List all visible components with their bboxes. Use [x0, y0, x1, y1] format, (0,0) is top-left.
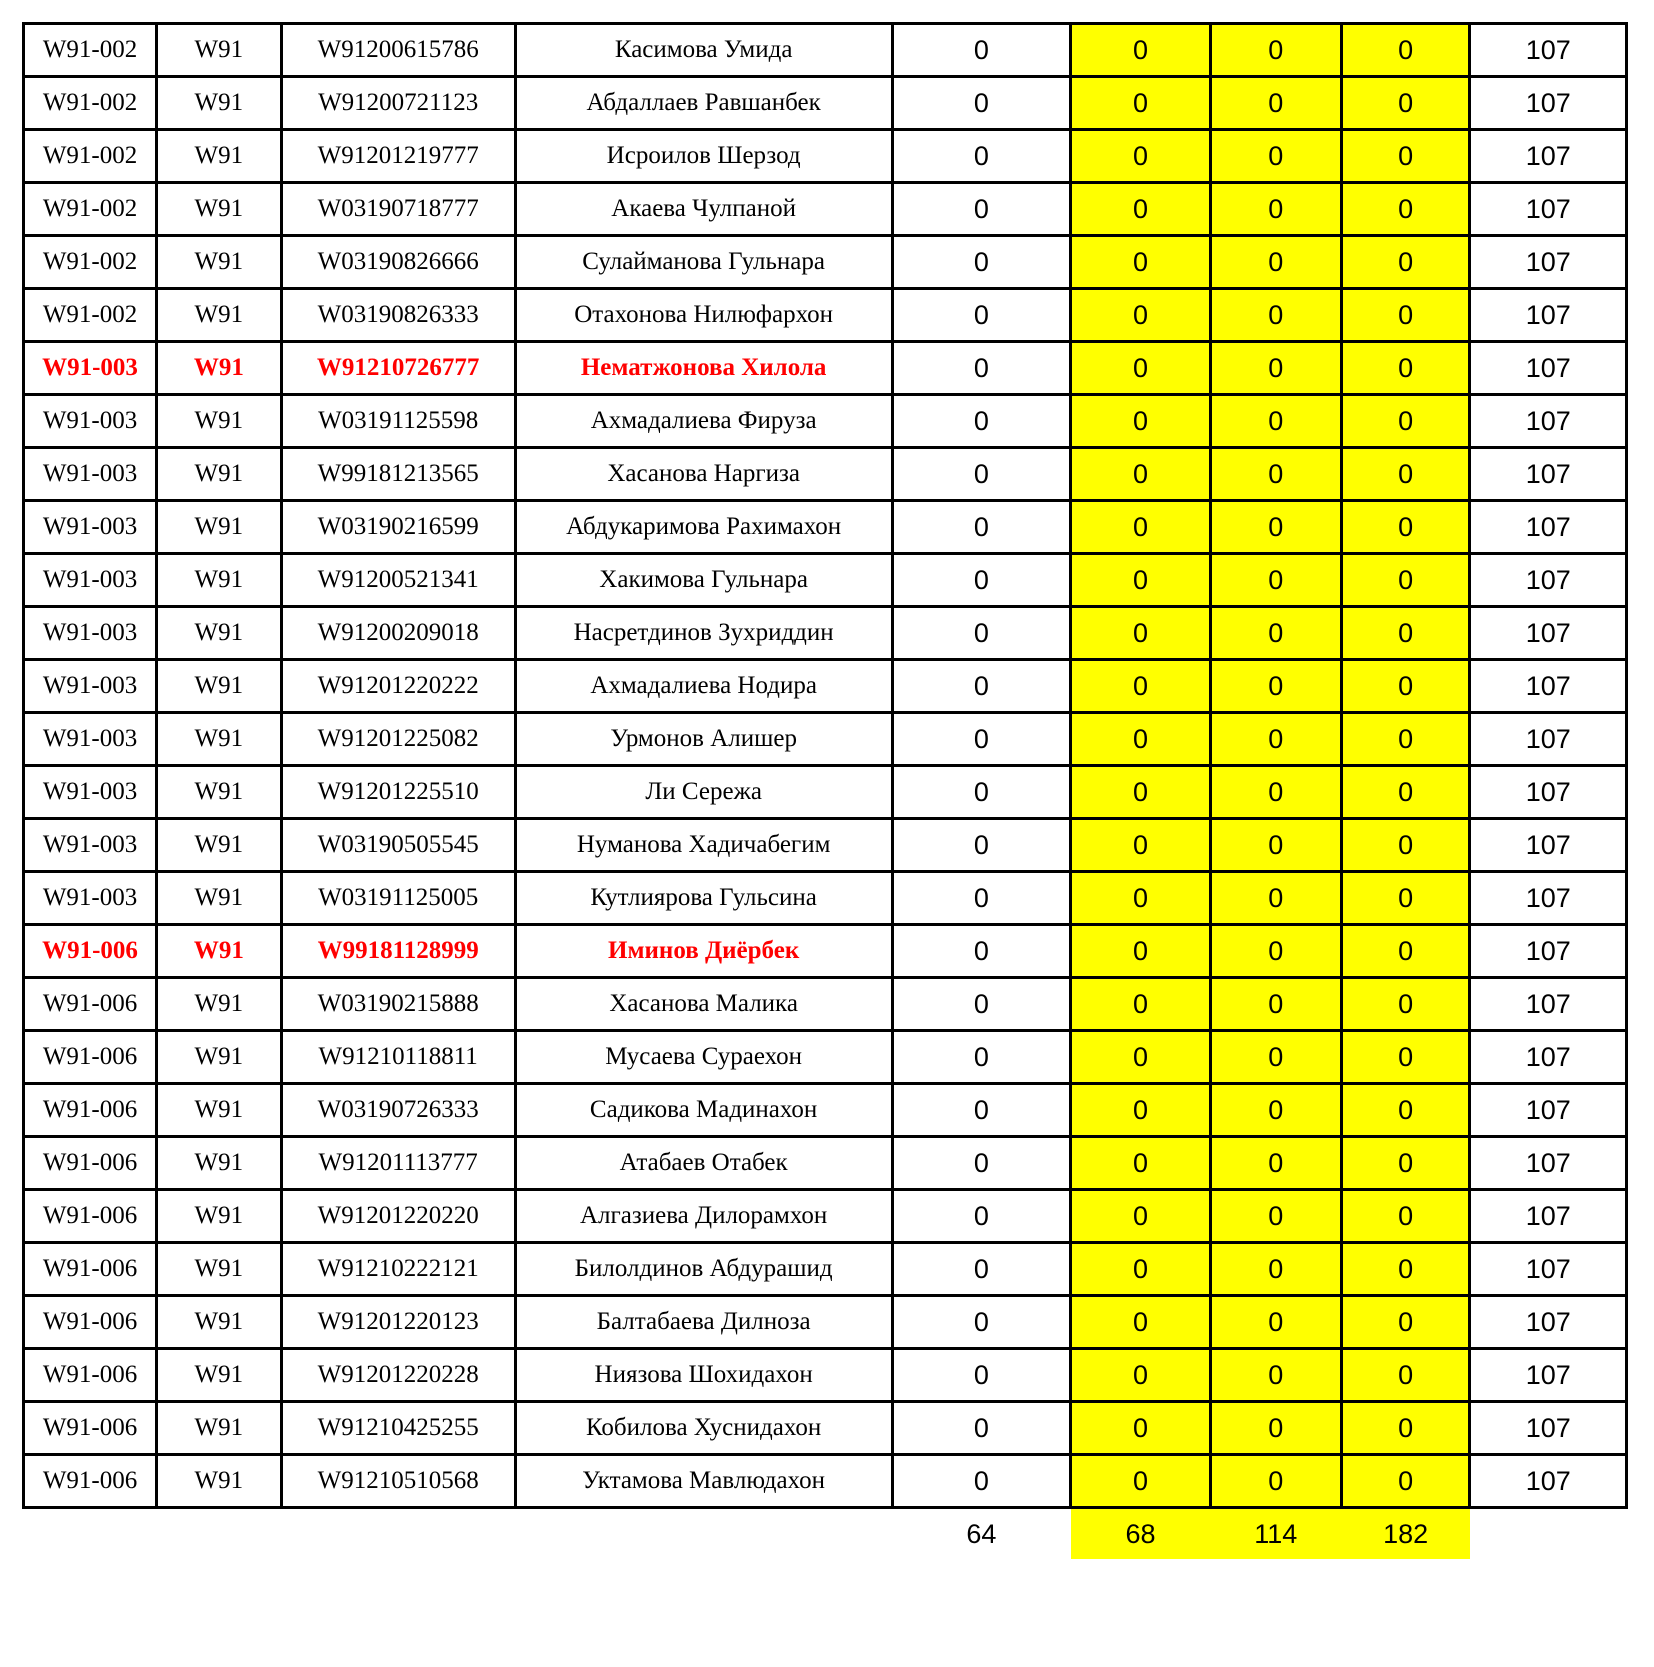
id-cell: W91210222121	[281, 1243, 515, 1296]
name-cell: Исроилов Шерзод	[515, 130, 892, 183]
table-row	[24, 1349, 1627, 1402]
value-cell-4: 0	[1341, 395, 1470, 448]
value-cell-4: 0	[1341, 1031, 1470, 1084]
name-cell: Сулайманова Гульнара	[515, 236, 892, 289]
value-cell-2: 0	[1071, 978, 1210, 1031]
value-cell-1: 0	[892, 236, 1071, 289]
table-row	[24, 183, 1627, 236]
value-cell-1: 0	[892, 1349, 1071, 1402]
value-cell-1: 0	[892, 130, 1071, 183]
value-cell-5: 107	[1470, 24, 1627, 77]
code-cell: W91	[157, 1349, 282, 1402]
value-cell-1: 0	[892, 872, 1071, 925]
value-cell-4: 0	[1341, 501, 1470, 554]
value-cell-4: 0	[1341, 77, 1470, 130]
value-cell-5: 107	[1470, 1243, 1627, 1296]
value-cell-3: 0	[1210, 1190, 1341, 1243]
code-cell: W91	[157, 130, 282, 183]
value-cell-5: 107	[1470, 713, 1627, 766]
value-cell-2: 0	[1071, 1455, 1210, 1508]
value-cell-2: 0	[1071, 501, 1210, 554]
totals-empty-cell	[1470, 1508, 1627, 1560]
group-cell: W91-006	[24, 925, 157, 978]
value-cell-5: 107	[1470, 395, 1627, 448]
name-cell: Хасанова Наргиза	[515, 448, 892, 501]
value-cell-3: 0	[1210, 24, 1341, 77]
group-cell: W91-002	[24, 24, 157, 77]
table-row	[24, 872, 1627, 925]
name-cell: Ли Сережа	[515, 766, 892, 819]
value-cell-1: 0	[892, 660, 1071, 713]
value-cell-5: 107	[1470, 554, 1627, 607]
value-cell-3: 0	[1210, 342, 1341, 395]
table-row	[24, 607, 1627, 660]
totals-empty-cell	[281, 1508, 515, 1560]
value-cell-5: 107	[1470, 236, 1627, 289]
value-cell-2: 0	[1071, 872, 1210, 925]
name-cell: Алгазиева Дилорамхон	[515, 1190, 892, 1243]
value-cell-2: 0	[1071, 554, 1210, 607]
value-cell-1: 0	[892, 925, 1071, 978]
id-cell: W91201220228	[281, 1349, 515, 1402]
value-cell-4: 0	[1341, 1402, 1470, 1455]
code-cell: W91	[157, 607, 282, 660]
code-cell: W91	[157, 236, 282, 289]
name-cell: Нуманова Хадичабегим	[515, 819, 892, 872]
value-cell-4: 0	[1341, 554, 1470, 607]
table-body	[24, 24, 1627, 1508]
name-cell: Атабаев Отабек	[515, 1137, 892, 1190]
group-cell: W91-002	[24, 183, 157, 236]
group-cell: W91-003	[24, 660, 157, 713]
value-cell-4: 0	[1341, 183, 1470, 236]
value-cell-3: 0	[1210, 1243, 1341, 1296]
name-cell: Садикова Мадинахон	[515, 1084, 892, 1137]
id-cell: W91210510568	[281, 1455, 515, 1508]
value-cell-3: 0	[1210, 766, 1341, 819]
id-cell: W91201225510	[281, 766, 515, 819]
value-cell-3: 0	[1210, 660, 1341, 713]
totals-row	[24, 1508, 1627, 1560]
value-cell-5: 107	[1470, 183, 1627, 236]
value-cell-4: 0	[1341, 1084, 1470, 1137]
table-row	[24, 236, 1627, 289]
value-cell-2: 0	[1071, 1243, 1210, 1296]
group-cell: W91-002	[24, 289, 157, 342]
group-cell: W91-003	[24, 819, 157, 872]
group-cell: W91-006	[24, 1190, 157, 1243]
value-cell-3: 0	[1210, 448, 1341, 501]
group-cell: W91-002	[24, 130, 157, 183]
value-cell-1: 0	[892, 1243, 1071, 1296]
id-cell: W03190826333	[281, 289, 515, 342]
name-cell: Отахонова Нилюфархон	[515, 289, 892, 342]
name-cell: Абдаллаев Равшанбек	[515, 77, 892, 130]
value-cell-2: 0	[1071, 448, 1210, 501]
totals-empty-cell	[24, 1508, 157, 1560]
value-cell-5: 107	[1470, 1137, 1627, 1190]
value-cell-2: 0	[1071, 77, 1210, 130]
id-cell: W91201113777	[281, 1137, 515, 1190]
value-cell-3: 0	[1210, 1031, 1341, 1084]
value-cell-1: 0	[892, 183, 1071, 236]
value-cell-4: 0	[1341, 872, 1470, 925]
value-cell-4: 0	[1341, 24, 1470, 77]
table-row	[24, 925, 1627, 978]
name-cell: Кутлиярова Гульсина	[515, 872, 892, 925]
value-cell-3: 0	[1210, 1137, 1341, 1190]
value-cell-5: 107	[1470, 501, 1627, 554]
code-cell: W91	[157, 872, 282, 925]
code-cell: W91	[157, 1137, 282, 1190]
group-cell: W91-006	[24, 1455, 157, 1508]
value-cell-4: 0	[1341, 925, 1470, 978]
table-row	[24, 1402, 1627, 1455]
value-cell-5: 107	[1470, 1084, 1627, 1137]
value-cell-3: 0	[1210, 183, 1341, 236]
code-cell: W91	[157, 1296, 282, 1349]
name-cell: Балтабаева Дилноза	[515, 1296, 892, 1349]
value-cell-4: 0	[1341, 766, 1470, 819]
value-cell-2: 0	[1071, 819, 1210, 872]
value-cell-3: 0	[1210, 872, 1341, 925]
value-cell-1: 0	[892, 713, 1071, 766]
value-cell-3: 0	[1210, 289, 1341, 342]
value-cell-2: 0	[1071, 607, 1210, 660]
table-row	[24, 395, 1627, 448]
value-cell-5: 107	[1470, 1031, 1627, 1084]
totals-empty-cell	[157, 1508, 282, 1560]
value-cell-1: 0	[892, 342, 1071, 395]
group-cell: W91-006	[24, 978, 157, 1031]
group-cell: W91-006	[24, 1296, 157, 1349]
code-cell: W91	[157, 660, 282, 713]
id-cell: W91201225082	[281, 713, 515, 766]
id-cell: W03191125005	[281, 872, 515, 925]
value-cell-5: 107	[1470, 448, 1627, 501]
code-cell: W91	[157, 1084, 282, 1137]
value-cell-4: 0	[1341, 1349, 1470, 1402]
table-row	[24, 1137, 1627, 1190]
table-row	[24, 1031, 1627, 1084]
group-cell: W91-003	[24, 501, 157, 554]
value-cell-5: 107	[1470, 819, 1627, 872]
table-row	[24, 1296, 1627, 1349]
total-col1: 64	[892, 1508, 1071, 1560]
id-cell: W91200521341	[281, 554, 515, 607]
value-cell-1: 0	[892, 448, 1071, 501]
value-cell-4: 0	[1341, 448, 1470, 501]
code-cell: W91	[157, 978, 282, 1031]
name-cell: Ниязова Шохидахон	[515, 1349, 892, 1402]
value-cell-4: 0	[1341, 236, 1470, 289]
id-cell: W03190726333	[281, 1084, 515, 1137]
value-cell-1: 0	[892, 289, 1071, 342]
id-cell: W03191125598	[281, 395, 515, 448]
value-cell-3: 0	[1210, 978, 1341, 1031]
id-cell: W03190215888	[281, 978, 515, 1031]
value-cell-2: 0	[1071, 395, 1210, 448]
value-cell-2: 0	[1071, 342, 1210, 395]
group-cell: W91-003	[24, 342, 157, 395]
group-cell: W91-006	[24, 1031, 157, 1084]
value-cell-3: 0	[1210, 925, 1341, 978]
name-cell: Уктамова Мавлюдахон	[515, 1455, 892, 1508]
value-cell-1: 0	[892, 1296, 1071, 1349]
code-cell: W91	[157, 77, 282, 130]
table-row	[24, 448, 1627, 501]
value-cell-5: 107	[1470, 342, 1627, 395]
table-row	[24, 289, 1627, 342]
value-cell-5: 107	[1470, 130, 1627, 183]
group-cell: W91-002	[24, 77, 157, 130]
value-cell-3: 0	[1210, 501, 1341, 554]
value-cell-3: 0	[1210, 1084, 1341, 1137]
id-cell: W03190826666	[281, 236, 515, 289]
code-cell: W91	[157, 1243, 282, 1296]
value-cell-2: 0	[1071, 183, 1210, 236]
value-cell-1: 0	[892, 1031, 1071, 1084]
group-cell: W91-003	[24, 607, 157, 660]
value-cell-2: 0	[1071, 766, 1210, 819]
value-cell-3: 0	[1210, 1349, 1341, 1402]
value-cell-2: 0	[1071, 1296, 1210, 1349]
code-cell: W91	[157, 819, 282, 872]
name-cell: Ахмадалиева Фируза	[515, 395, 892, 448]
table-row	[24, 342, 1627, 395]
group-cell: W91-003	[24, 395, 157, 448]
value-cell-4: 0	[1341, 978, 1470, 1031]
name-cell: Акаева Чулпаной	[515, 183, 892, 236]
id-cell: W03190505545	[281, 819, 515, 872]
value-cell-1: 0	[892, 766, 1071, 819]
value-cell-1: 0	[892, 77, 1071, 130]
group-cell: W91-006	[24, 1402, 157, 1455]
totals-empty-cell	[515, 1508, 892, 1560]
value-cell-4: 0	[1341, 1137, 1470, 1190]
value-cell-5: 107	[1470, 1190, 1627, 1243]
value-cell-1: 0	[892, 607, 1071, 660]
group-cell: W91-002	[24, 236, 157, 289]
value-cell-3: 0	[1210, 819, 1341, 872]
value-cell-2: 0	[1071, 130, 1210, 183]
value-cell-3: 0	[1210, 236, 1341, 289]
value-cell-3: 0	[1210, 395, 1341, 448]
id-cell: W91200209018	[281, 607, 515, 660]
code-cell: W91	[157, 766, 282, 819]
value-cell-2: 0	[1071, 24, 1210, 77]
value-cell-3: 0	[1210, 554, 1341, 607]
name-cell: Касимова Умида	[515, 24, 892, 77]
id-cell: W91201220222	[281, 660, 515, 713]
value-cell-2: 0	[1071, 1190, 1210, 1243]
code-cell: W91	[157, 448, 282, 501]
name-cell: Абдукаримова Рахимахон	[515, 501, 892, 554]
code-cell: W91	[157, 554, 282, 607]
table-row	[24, 1084, 1627, 1137]
value-cell-2: 0	[1071, 1084, 1210, 1137]
group-cell: W91-006	[24, 1243, 157, 1296]
value-cell-4: 0	[1341, 607, 1470, 660]
value-cell-1: 0	[892, 395, 1071, 448]
id-cell: W91210118811	[281, 1031, 515, 1084]
value-cell-1: 0	[892, 501, 1071, 554]
value-cell-1: 0	[892, 554, 1071, 607]
total-col2: 68	[1071, 1508, 1210, 1560]
table-row	[24, 1243, 1627, 1296]
value-cell-5: 107	[1470, 1455, 1627, 1508]
value-cell-4: 0	[1341, 819, 1470, 872]
name-cell: Насретдинов Зухриддин	[515, 607, 892, 660]
id-cell: W03190216599	[281, 501, 515, 554]
value-cell-5: 107	[1470, 1402, 1627, 1455]
code-cell: W91	[157, 395, 282, 448]
value-cell-2: 0	[1071, 289, 1210, 342]
data-table	[22, 22, 1628, 1559]
id-cell: W91200721123	[281, 77, 515, 130]
group-cell: W91-003	[24, 766, 157, 819]
value-cell-2: 0	[1071, 713, 1210, 766]
code-cell: W91	[157, 1402, 282, 1455]
code-cell: W91	[157, 1031, 282, 1084]
code-cell: W91	[157, 501, 282, 554]
value-cell-4: 0	[1341, 1455, 1470, 1508]
value-cell-4: 0	[1341, 713, 1470, 766]
id-cell: W91200615786	[281, 24, 515, 77]
value-cell-3: 0	[1210, 1402, 1341, 1455]
id-cell: W03190718777	[281, 183, 515, 236]
value-cell-1: 0	[892, 1137, 1071, 1190]
code-cell: W91	[157, 1455, 282, 1508]
value-cell-2: 0	[1071, 925, 1210, 978]
id-cell: W91201219777	[281, 130, 515, 183]
table-row	[24, 1190, 1627, 1243]
table-row	[24, 978, 1627, 1031]
table-row	[24, 554, 1627, 607]
table-row	[24, 130, 1627, 183]
total-col4: 182	[1341, 1508, 1470, 1560]
value-cell-4: 0	[1341, 289, 1470, 342]
name-cell: Кобилова Хуснидахон	[515, 1402, 892, 1455]
total-col3: 114	[1210, 1508, 1341, 1560]
value-cell-1: 0	[892, 1084, 1071, 1137]
code-cell: W91	[157, 24, 282, 77]
value-cell-5: 107	[1470, 607, 1627, 660]
name-cell: Хасанова Малика	[515, 978, 892, 1031]
value-cell-4: 0	[1341, 660, 1470, 713]
value-cell-2: 0	[1071, 1031, 1210, 1084]
table-row	[24, 713, 1627, 766]
group-cell: W91-003	[24, 713, 157, 766]
value-cell-5: 107	[1470, 660, 1627, 713]
value-cell-5: 107	[1470, 77, 1627, 130]
value-cell-3: 0	[1210, 77, 1341, 130]
value-cell-1: 0	[892, 1190, 1071, 1243]
value-cell-1: 0	[892, 978, 1071, 1031]
table-row	[24, 819, 1627, 872]
value-cell-5: 107	[1470, 1296, 1627, 1349]
value-cell-4: 0	[1341, 130, 1470, 183]
id-cell: W91210726777	[281, 342, 515, 395]
value-cell-5: 107	[1470, 978, 1627, 1031]
value-cell-5: 107	[1470, 289, 1627, 342]
id-cell: W99181213565	[281, 448, 515, 501]
value-cell-5: 107	[1470, 766, 1627, 819]
code-cell: W91	[157, 713, 282, 766]
value-cell-1: 0	[892, 24, 1071, 77]
value-cell-4: 0	[1341, 1243, 1470, 1296]
code-cell: W91	[157, 342, 282, 395]
id-cell: W99181128999	[281, 925, 515, 978]
id-cell: W91210425255	[281, 1402, 515, 1455]
value-cell-4: 0	[1341, 1296, 1470, 1349]
value-cell-2: 0	[1071, 1402, 1210, 1455]
table-row	[24, 766, 1627, 819]
table-row	[24, 24, 1627, 77]
value-cell-5: 107	[1470, 872, 1627, 925]
name-cell: Иминов Диёрбек	[515, 925, 892, 978]
value-cell-2: 0	[1071, 1137, 1210, 1190]
name-cell: Хакимова Гульнара	[515, 554, 892, 607]
name-cell: Билолдинов Абдурашид	[515, 1243, 892, 1296]
value-cell-4: 0	[1341, 342, 1470, 395]
value-cell-3: 0	[1210, 1296, 1341, 1349]
name-cell: Ахмадалиева Нодира	[515, 660, 892, 713]
value-cell-2: 0	[1071, 1349, 1210, 1402]
value-cell-5: 107	[1470, 1349, 1627, 1402]
group-cell: W91-003	[24, 872, 157, 925]
value-cell-3: 0	[1210, 713, 1341, 766]
table-row	[24, 1455, 1627, 1508]
value-cell-1: 0	[892, 819, 1071, 872]
name-cell: Нематжонова Хилола	[515, 342, 892, 395]
code-cell: W91	[157, 289, 282, 342]
value-cell-1: 0	[892, 1455, 1071, 1508]
value-cell-2: 0	[1071, 236, 1210, 289]
id-cell: W91201220123	[281, 1296, 515, 1349]
code-cell: W91	[157, 925, 282, 978]
group-cell: W91-006	[24, 1084, 157, 1137]
value-cell-4: 0	[1341, 1190, 1470, 1243]
name-cell: Урмонов Алишер	[515, 713, 892, 766]
value-cell-5: 107	[1470, 925, 1627, 978]
value-cell-3: 0	[1210, 1455, 1341, 1508]
value-cell-3: 0	[1210, 130, 1341, 183]
group-cell: W91-006	[24, 1349, 157, 1402]
table-row	[24, 501, 1627, 554]
value-cell-3: 0	[1210, 607, 1341, 660]
id-cell: W91201220220	[281, 1190, 515, 1243]
table-row	[24, 77, 1627, 130]
code-cell: W91	[157, 1190, 282, 1243]
group-cell: W91-003	[24, 448, 157, 501]
code-cell: W91	[157, 183, 282, 236]
table-row	[24, 660, 1627, 713]
group-cell: W91-006	[24, 1137, 157, 1190]
value-cell-1: 0	[892, 1402, 1071, 1455]
name-cell: Мусаева Сураехон	[515, 1031, 892, 1084]
value-cell-2: 0	[1071, 660, 1210, 713]
group-cell: W91-003	[24, 554, 157, 607]
